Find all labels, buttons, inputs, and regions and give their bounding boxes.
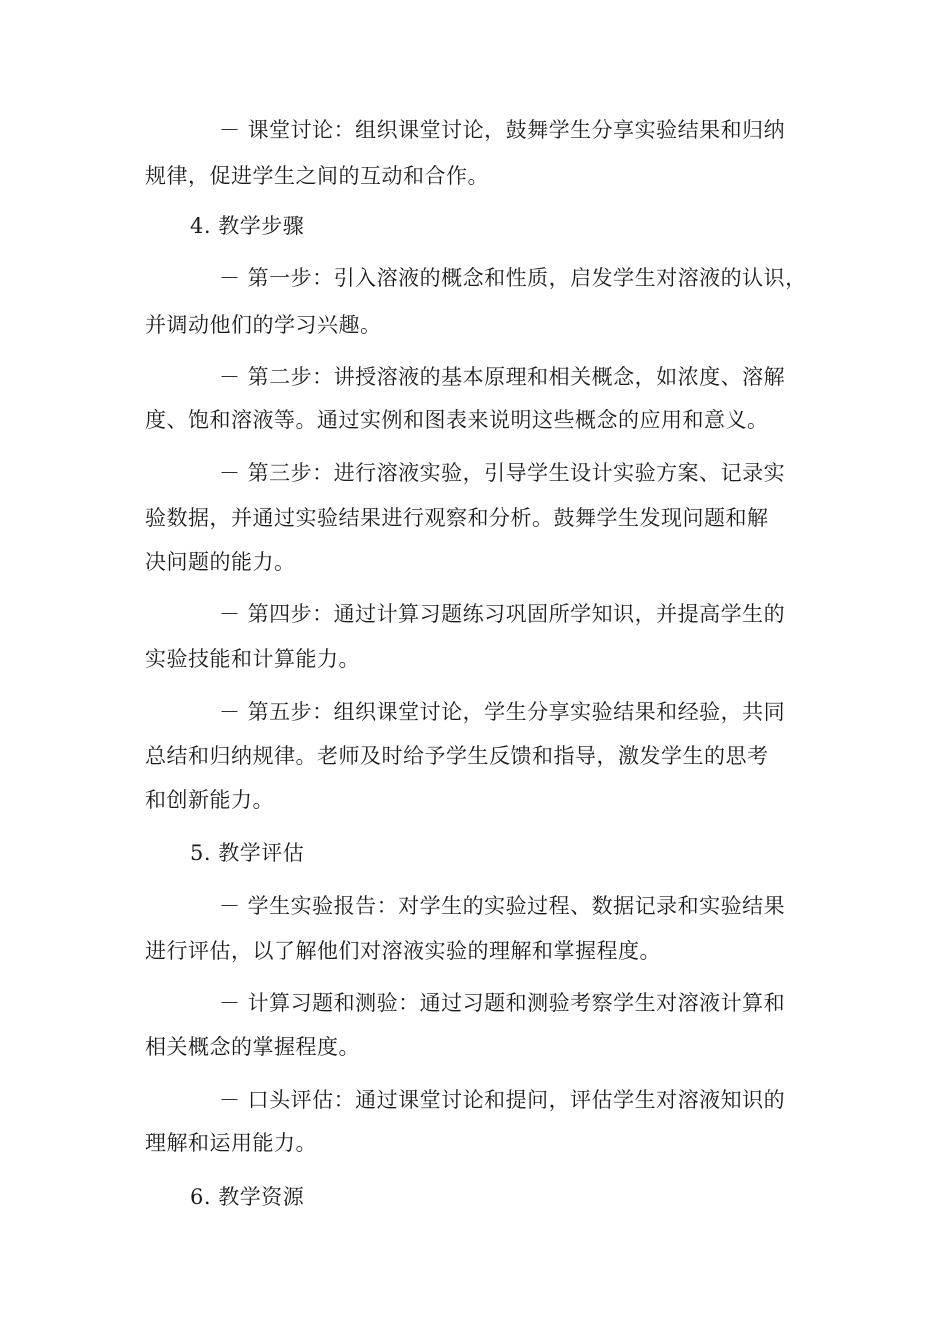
bullet-lab-report-line-1: － 学生实验报告：对学生的实验过程、数据记录和实验结果	[219, 894, 786, 918]
bullet-step-3-line-1: － 第三步：进行溶液实验，引导学生设计实验方案、记录实	[219, 461, 786, 485]
bullet-oral-eval-line-2: 理解和运用能力。	[145, 1131, 317, 1155]
heading-teaching-resources: 6. 教学资源	[190, 1185, 305, 1209]
bullet-step-1-line-2: 并调动他们的学习兴趣。	[145, 313, 382, 337]
bullet-step-4-line-2: 实验技能和计算能力。	[145, 647, 360, 671]
bullet-step-2-line-2: 度、饱和溶液等。通过实例和图表来说明这些概念的应用和意义。	[145, 408, 769, 432]
bullet-lab-report-line-2: 进行评估，以了解他们对溶液实验的理解和掌握程度。	[145, 939, 661, 963]
bullet-step-5-line-3: 和创新能力。	[145, 788, 274, 812]
bullet-step-2-line-1: － 第二步：讲授溶液的基本原理和相关概念，如浓度、溶解	[219, 365, 786, 389]
bullet-step-1-line-1: － 第一步：引入溶液的概念和性质，启发学生对溶液的认识，	[219, 266, 807, 290]
bullet-step-4-line-1: － 第四步：通过计算习题练习巩固所学知识，并提高学生的	[219, 602, 786, 626]
heading-teaching-evaluation: 5. 教学评估	[190, 841, 305, 865]
heading-teaching-steps: 4. 教学步骤	[190, 214, 305, 238]
bullet-step-5-line-2: 总结和归纳规律。老师及时给予学生反馈和指导，激发学生的思考	[145, 744, 769, 768]
bullet-step-3-line-2: 验数据，并通过实验结果进行观察和分析。鼓舞学生发现问题和解	[145, 506, 769, 530]
bullet-discussion-line-1: － 课堂讨论：组织课堂讨论，鼓舞学生分享实验结果和归纳	[219, 118, 786, 142]
bullet-exercises-line-1: － 计算习题和测验：通过习题和测验考察学生对溶液计算和	[219, 991, 786, 1015]
bullet-oral-eval-line-1: － 口头评估：通过课堂讨论和提问，评估学生对溶液知识的	[219, 1088, 786, 1112]
bullet-step-5-line-1: － 第五步：组织课堂讨论，学生分享实验结果和经验，共同	[219, 700, 786, 724]
bullet-exercises-line-2: 相关概念的掌握程度。	[145, 1035, 360, 1059]
bullet-step-3-line-3: 决问题的能力。	[145, 550, 296, 574]
bullet-discussion-line-2: 规律，促进学生之间的互动和合作。	[145, 164, 489, 188]
